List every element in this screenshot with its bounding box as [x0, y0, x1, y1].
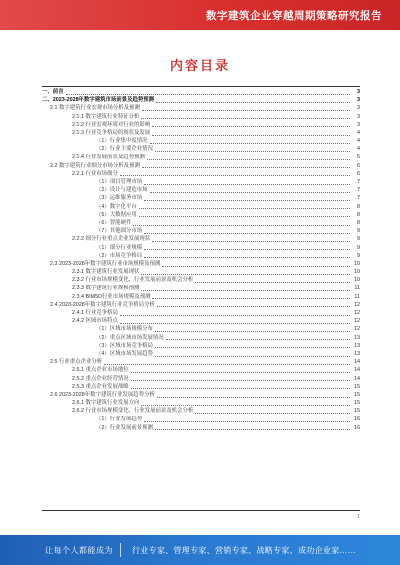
toc-leader-dots: [66, 94, 350, 95]
toc-leader-dots: [147, 159, 350, 160]
toc-entry[interactable]: [42, 137, 360, 145]
header-bar: [0, 0, 400, 30]
toc-leader-dots: [144, 249, 350, 250]
toc-entry[interactable]: [42, 350, 360, 358]
report-title: 数字建筑企业穿越周期策略研究报告: [206, 10, 382, 22]
toc-entry[interactable]: [42, 416, 360, 424]
toc-entry-page: 14: [354, 367, 360, 374]
toc-leader-dots: [155, 356, 350, 357]
toc-entry-page: 14: [354, 359, 360, 366]
toc-entry[interactable]: [42, 366, 360, 374]
toc-entry-page: 3: [357, 121, 360, 128]
toc-leader-dots: [195, 413, 350, 414]
toc-entry-label: （3）运维服务市场: [96, 195, 143, 202]
toc-leader-dots: [142, 167, 350, 168]
toc-entry-page: 3: [357, 88, 360, 95]
toc-entry[interactable]: [42, 268, 360, 276]
toc-entry-label: （2）行业发展前景预测: [96, 424, 153, 431]
toc-entry[interactable]: [42, 121, 360, 129]
toc-leader-dots: [131, 388, 350, 389]
toc-entry-label: 2.3.1 数字建筑行业发展现状: [72, 269, 140, 276]
toc-leader-dots: [141, 405, 350, 406]
toc-entry[interactable]: [42, 113, 360, 121]
toc-entry-label: 2.5.2 重点企业经营情况: [72, 375, 129, 382]
toc-entry-label: （1）项目管理市场: [96, 179, 143, 186]
toc-entry-label: （1）行业发展趋势: [96, 416, 143, 423]
toc-entry-label: （4）数字化平台: [96, 203, 137, 210]
toc-entry[interactable]: [42, 424, 360, 432]
toc-entry-page: 12: [354, 318, 360, 325]
toc-entry[interactable]: [42, 96, 360, 104]
toc-leader-dots: [131, 372, 350, 373]
toc-entry[interactable]: [42, 170, 360, 178]
footer-bar: [0, 535, 400, 565]
toc-entry[interactable]: [42, 260, 360, 268]
toc-leader-dots: [144, 184, 350, 185]
toc-entry-page: 12: [354, 301, 360, 308]
toc-entry[interactable]: [42, 407, 360, 415]
toc-entry-page: 7: [357, 187, 360, 194]
toc-entry-label: 2.1.2 行业宏观环境对行业的影响: [72, 121, 151, 128]
toc-leader-dots: [152, 298, 350, 299]
toc-leader-dots: [162, 266, 350, 267]
toc-entry-label: 2.6.1 数字建筑行业发展方向: [72, 400, 140, 407]
toc-entry[interactable]: [42, 211, 360, 219]
toc-entry[interactable]: [42, 293, 360, 301]
toc-bottom-rule: [42, 510, 360, 511]
toc-entry[interactable]: [42, 391, 360, 399]
table-of-contents: [42, 88, 360, 508]
toc-entry-label: 2.4 2023-2028年数字建筑行业竞争格局分析: [50, 301, 155, 308]
toc-entry[interactable]: [42, 358, 360, 366]
toc-entry-label: （1）区域市场规模分布: [96, 326, 153, 333]
toc-entry[interactable]: [42, 399, 360, 407]
toc-entry-label: 2.3 2023-2028年数字建筑行业市场规模及预测: [50, 260, 161, 267]
toc-entry-label: 2.4.2 区域市场特点: [72, 318, 118, 325]
toc-entry[interactable]: [42, 285, 360, 293]
toc-entry[interactable]: [42, 104, 360, 112]
toc-entry-label: 2.6 2023-2028年数字建筑行业发展趋势分析: [50, 391, 155, 398]
toc-leader-dots: [156, 102, 350, 103]
toc-entry-label: （2）行业主要企业情况: [96, 146, 153, 153]
toc-entry-label: （5）大数据应用: [96, 211, 137, 218]
page-number: 1: [357, 514, 360, 520]
toc-leader-dots: [142, 110, 350, 111]
toc-entry-label: （2）设计与建造市场: [96, 187, 148, 194]
toc-entry-page: 16: [354, 424, 360, 431]
toc-leader-dots: [166, 339, 350, 340]
toc-entry-page: 8: [357, 219, 360, 226]
toc-leader-dots: [155, 347, 350, 348]
toc-entry[interactable]: [42, 244, 360, 252]
toc-entry-label: （7）其他细分市场: [96, 228, 143, 235]
toc-entry-page: 3: [357, 97, 360, 104]
footer-slogan: 让每个人都能成为: [45, 546, 113, 555]
toc-entry[interactable]: [42, 342, 360, 350]
toc-entry-page: 15: [354, 391, 360, 398]
footer-divider: [120, 543, 121, 557]
toc-heading: 内容目录: [169, 58, 230, 73]
toc-leader-dots: [150, 143, 350, 144]
toc-entry-page: 15: [354, 408, 360, 415]
toc-entry[interactable]: [42, 383, 360, 391]
toc-entry[interactable]: [42, 334, 360, 342]
toc-entry-page: 9: [357, 236, 360, 243]
toc-entry[interactable]: [42, 219, 360, 227]
toc-leader-dots: [141, 290, 350, 291]
toc-entry-label: 2.3.3 数字建筑行业规模预测: [72, 285, 140, 292]
toc-entry-page: 8: [357, 211, 360, 218]
toc-entry-label: 2.2.2 细分行业重点企业发展现状: [72, 236, 151, 243]
toc-entry-label: 2.1.4 行业发展前景及趋势预测: [72, 154, 145, 161]
toc-top-rule: [42, 86, 360, 87]
toc-leader-dots: [157, 306, 350, 307]
toc-entry-label: 2.2 数字建筑行业细分市场分析及预测: [50, 162, 140, 169]
toc-entry[interactable]: [42, 325, 360, 333]
toc-entry-page: 9: [357, 244, 360, 251]
toc-entry-page: 12: [354, 326, 360, 333]
toc-entry[interactable]: [42, 186, 360, 194]
toc-entry-page: 14: [354, 375, 360, 382]
toc-leader-dots: [139, 208, 350, 209]
toc-entry-page: 5: [357, 154, 360, 161]
toc-entry[interactable]: [42, 194, 360, 202]
toc-leader-dots: [144, 421, 350, 422]
toc-entry-label: （3）区域市场竞争格局: [96, 342, 153, 349]
toc-entry[interactable]: [42, 178, 360, 186]
toc-entry-label: （6）智能硬件: [96, 219, 132, 226]
toc-leader-dots: [141, 274, 350, 275]
toc-entry[interactable]: [42, 317, 360, 325]
toc-entry-page: 3: [357, 113, 360, 120]
toc-entry-page: 9: [357, 252, 360, 259]
toc-entry-label: 2.5 行业重点企业分析: [50, 359, 103, 366]
toc-entry-page: 10: [354, 260, 360, 267]
toc-leader-dots: [104, 364, 350, 365]
toc-entry-page: 11: [354, 285, 360, 292]
toc-entry[interactable]: [42, 301, 360, 309]
toc-leader-dots: [133, 225, 350, 226]
toc-entry-page: 10: [354, 269, 360, 276]
toc-leader-dots: [131, 380, 350, 381]
toc-entry-page: 13: [354, 342, 360, 349]
footer-tagline: 行业专家、管理专家、营销专家、战略专家、成功企业家……: [132, 546, 357, 555]
toc-entry-label: 2.4.1 行业竞争格局: [72, 310, 118, 317]
toc-leader-dots: [152, 135, 350, 136]
toc-leader-dots: [144, 257, 350, 258]
toc-entry[interactable]: [42, 309, 360, 317]
toc-entry-label: （1）细分行业规模: [96, 244, 143, 251]
toc-entry-label: 2.3.4 BIM5D行业市场规模及预测: [72, 293, 151, 300]
toc-entry-page: 7: [357, 179, 360, 186]
toc-entry[interactable]: [42, 88, 360, 96]
toc-leader-dots: [120, 323, 350, 324]
toc-leader-dots: [139, 216, 350, 217]
toc-entry-page: 6: [357, 162, 360, 169]
toc-entry[interactable]: [42, 162, 360, 170]
toc-entry[interactable]: [42, 145, 360, 153]
toc-entry-page: 7: [357, 195, 360, 202]
toc-entry-page: 3: [357, 105, 360, 112]
toc-entry-page: 15: [354, 400, 360, 407]
toc-entry-page: 12: [354, 310, 360, 317]
toc-leader-dots: [120, 315, 350, 316]
toc-entry-label: 一、前言: [42, 88, 64, 95]
toc-leader-dots: [155, 151, 350, 152]
toc-entry-page: 4: [357, 129, 360, 136]
toc-entry-page: 13: [354, 350, 360, 357]
toc-entry-label: 2.1 数字建筑行业宏观市场分析及预测: [50, 105, 140, 112]
toc-entry-page: 9: [357, 228, 360, 235]
toc-leader-dots: [155, 331, 350, 332]
toc-leader-dots: [150, 192, 350, 193]
toc-entry-label: 二、2023-2028年数字建筑市场前景及趋势预测: [42, 97, 155, 104]
toc-entry-page: 11: [354, 293, 360, 300]
toc-leader-dots: [144, 233, 350, 234]
toc-entry-label: 2.6.2 行业市场规模变化、行业发展前景及机会分析: [72, 408, 194, 415]
toc-entry[interactable]: [42, 276, 360, 284]
toc-entry[interactable]: [42, 235, 360, 243]
toc-entry[interactable]: [42, 154, 360, 162]
toc-entry[interactable]: [42, 252, 360, 260]
toc-entry-label: （2）重点区域市场发展情况: [96, 334, 164, 341]
toc-entry-page: 16: [354, 416, 360, 423]
toc-leader-dots: [120, 175, 350, 176]
toc-entry-page: 13: [354, 334, 360, 341]
toc-leader-dots: [141, 118, 350, 119]
toc-entry-page: 4: [357, 138, 360, 145]
toc-leader-dots: [155, 429, 350, 430]
toc-entry-page: 8: [357, 203, 360, 210]
toc-entry-label: 2.2.1 行业市场细分: [72, 170, 118, 177]
toc-entry-label: 2.5.1 重点企业市场地位: [72, 367, 129, 374]
toc-leader-dots: [152, 126, 350, 127]
toc-entry[interactable]: [42, 129, 360, 137]
toc-entry-label: 2.1.3 行业竞争格局的现状及发展: [72, 129, 151, 136]
toc-entry[interactable]: [42, 203, 360, 211]
toc-entry-page: 6: [357, 170, 360, 177]
toc-entry-label: （4）区域市场发展趋势: [96, 350, 153, 357]
toc-entry[interactable]: [42, 227, 360, 235]
toc-leader-dots: [157, 397, 350, 398]
toc-leader-dots: [144, 200, 350, 201]
toc-leader-dots: [152, 241, 350, 242]
toc-entry-label: 2.5.3 重点企业发展战略: [72, 383, 129, 390]
toc-entry-page: 10: [354, 277, 360, 284]
toc-entry-page: 4: [357, 146, 360, 153]
toc-entry-label: （1）行业集中度情况: [96, 138, 148, 145]
toc-entry-label: 2.1.1 数字建筑行业特征分析: [72, 113, 140, 120]
toc-entry-label: 2.3.2 行业市场规模变化、行业发展前景及机会分析: [72, 277, 194, 284]
toc-leader-dots: [195, 282, 350, 283]
toc-entry[interactable]: [42, 375, 360, 383]
toc-entry-label: （2）市场竞争格局: [96, 252, 143, 259]
toc-entry-page: 15: [354, 383, 360, 390]
